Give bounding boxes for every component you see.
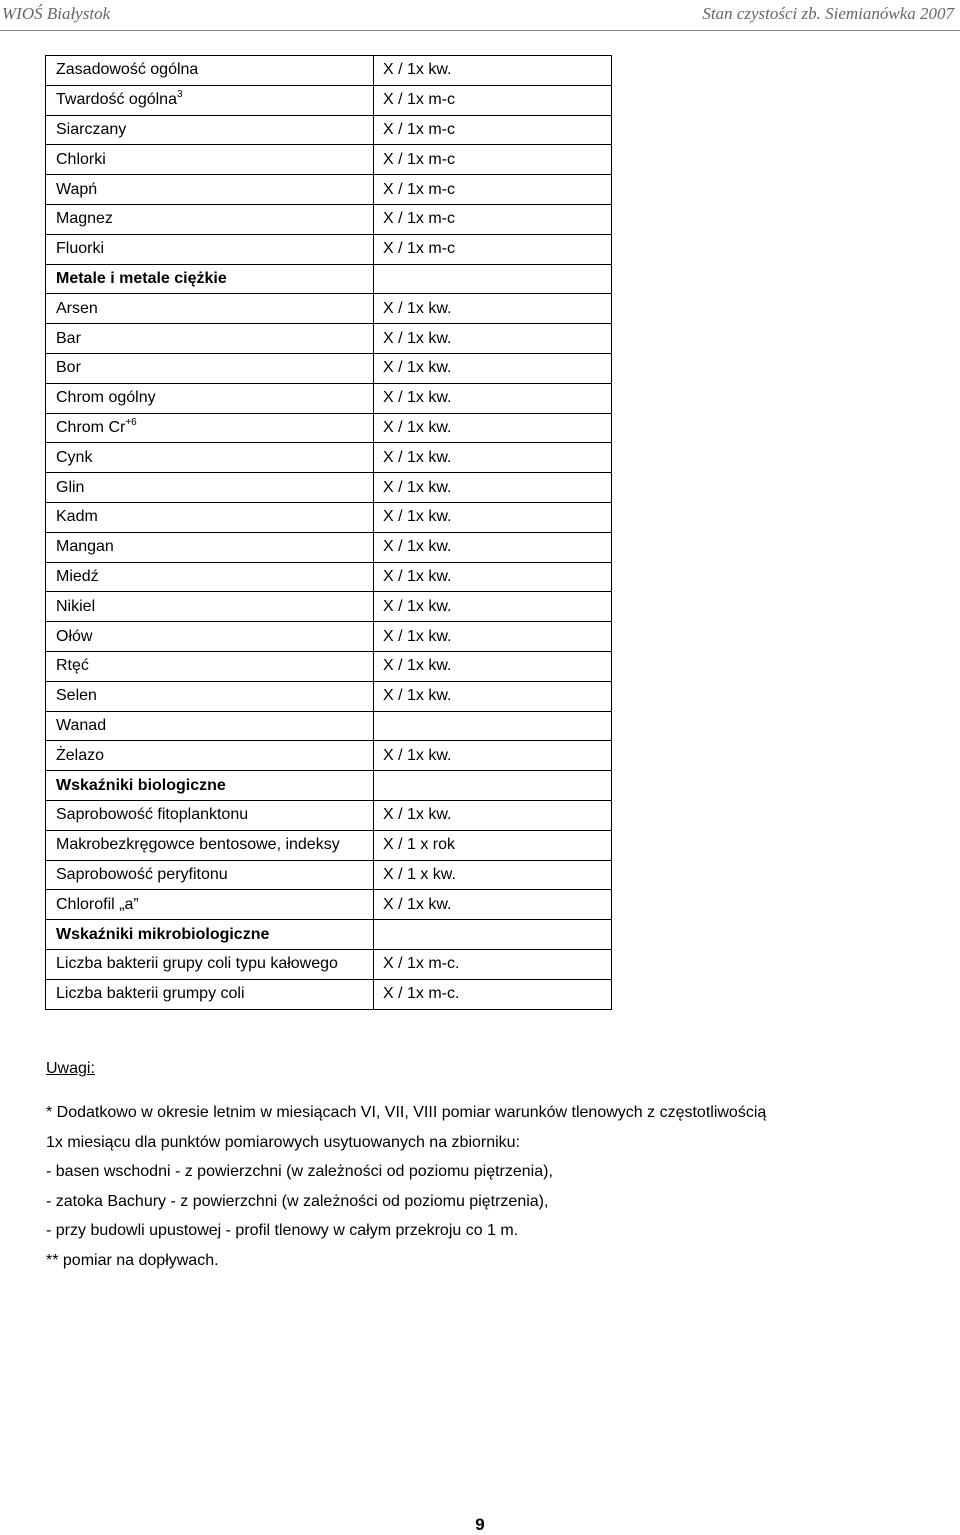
header-organization: WIOŚ Białystok <box>2 4 111 23</box>
parameter-cell <box>46 949 374 979</box>
frequency-cell: X / 1 x rok <box>374 830 612 860</box>
table-row <box>46 979 612 1009</box>
table-row <box>46 353 612 383</box>
frequency-cell: X / 1x m-c <box>374 145 612 175</box>
frequency-cell: X / 1 x kw. <box>374 860 612 890</box>
page-number: 9 <box>475 1515 485 1534</box>
parameter-label: Wanad <box>56 716 107 734</box>
table-row <box>46 413 612 443</box>
parameter-cell <box>46 353 374 383</box>
parameter-label: Miedź <box>56 567 99 585</box>
parameter-cell <box>46 85 374 115</box>
parameter-label: Nikiel <box>56 597 96 615</box>
frequency-cell: X / 1x kw. <box>374 56 612 86</box>
table-row <box>46 502 612 532</box>
table-row <box>46 860 612 890</box>
parameter-label: Kadm <box>56 508 98 526</box>
note-line: - basen wschodni - z powierzchni (w zależności od poziomu piętrzenia), <box>46 1163 553 1181</box>
parameter-label: Siarczany <box>56 120 127 138</box>
table-row <box>46 264 612 294</box>
parameter-cell <box>46 860 374 890</box>
parameter-label: Chrom Cr <box>56 418 126 436</box>
parameter-cell <box>46 502 374 532</box>
parameter-superscript: 3 <box>176 89 183 101</box>
table-row <box>46 473 612 503</box>
frequency-cell: X / 1x m-c <box>374 175 612 205</box>
parameter-label: Fluorki <box>56 240 105 258</box>
parameter-label: Chlorki <box>56 150 106 168</box>
parameter-label: Selen <box>56 687 97 705</box>
table-row <box>46 592 612 622</box>
parameter-label: Magnez <box>56 210 113 228</box>
parameter-cell <box>46 473 374 503</box>
parameter-label: Liczba bakterii grumpy coli <box>56 985 245 1003</box>
frequency-cell: X / 1x m-c <box>374 234 612 264</box>
table-row <box>46 532 612 562</box>
frequency-cell: X / 1x kw. <box>374 741 612 771</box>
table-row <box>46 949 612 979</box>
parameter-cell <box>46 294 374 324</box>
table-row <box>46 771 612 801</box>
parameter-cell <box>46 56 374 86</box>
table-row <box>46 741 612 771</box>
parameter-cell <box>46 115 374 145</box>
parameter-label: Metale i metale ciężkie <box>56 269 227 287</box>
frequency-cell: X / 1x m-c. <box>374 979 612 1009</box>
frequency-cell: X / 1x kw. <box>374 532 612 562</box>
parameter-cell <box>46 204 374 234</box>
table-row <box>46 85 612 115</box>
parameter-label: Saprobowość fitoplanktonu <box>56 806 249 824</box>
parameter-label: Bar <box>56 329 81 347</box>
frequency-cell: X / 1x kw. <box>374 592 612 622</box>
frequency-cell: X / 1x kw. <box>374 890 612 920</box>
frequency-cell: X / 1x kw. <box>374 473 612 503</box>
parameter-cell <box>46 562 374 592</box>
notes-heading: Uwagi: <box>46 1060 95 1077</box>
frequency-cell: X / 1x m-c <box>374 115 612 145</box>
table-row <box>46 204 612 234</box>
frequency-cell: X / 1x m-c. <box>374 949 612 979</box>
parameter-label: Zasadowość ogólna <box>56 61 199 79</box>
frequency-cell <box>374 711 612 741</box>
parameter-cell <box>46 145 374 175</box>
frequency-cell: X / 1x kw. <box>374 324 612 354</box>
table-row <box>46 145 612 175</box>
frequency-cell: X / 1x kw. <box>374 622 612 652</box>
frequency-cell: X / 1x kw. <box>374 383 612 413</box>
parameter-cell <box>46 681 374 711</box>
section-heading-cell <box>46 771 374 801</box>
parameter-label: Saprobowość peryfitonu <box>56 865 228 883</box>
table-row <box>46 294 612 324</box>
frequency-cell <box>374 920 612 950</box>
parameter-label: Żelazo <box>56 746 105 764</box>
parameter-cell <box>46 890 374 920</box>
notes-block <box>46 1098 766 1276</box>
parameter-cell <box>46 651 374 681</box>
table-row <box>46 234 612 264</box>
parameter-label: Bor <box>56 359 81 377</box>
parameter-cell <box>46 979 374 1009</box>
parameters-table-body <box>46 56 612 1010</box>
parameter-cell <box>46 413 374 443</box>
parameter-label: Wapń <box>56 180 98 198</box>
parameter-superscript: +6 <box>125 416 137 428</box>
parameter-label: Chrom ogólny <box>56 389 156 407</box>
parameter-cell <box>46 443 374 473</box>
table-row <box>46 830 612 860</box>
note-line: - przy budowli upustowej - profil tlenowy w całym przekroju co 1 m. <box>46 1222 519 1240</box>
frequency-cell: X / 1x kw. <box>374 562 612 592</box>
table-row <box>46 115 612 145</box>
table-row <box>46 711 612 741</box>
parameter-cell <box>46 383 374 413</box>
table-row <box>46 681 612 711</box>
table-row <box>46 562 612 592</box>
parameter-cell <box>46 532 374 562</box>
parameter-cell <box>46 800 374 830</box>
frequency-cell: X / 1x m-c <box>374 204 612 234</box>
table-row <box>46 56 612 86</box>
parameter-cell <box>46 830 374 860</box>
parameter-cell <box>46 234 374 264</box>
parameter-label: Liczba bakterii grupy coli typu kałowego <box>56 955 338 973</box>
frequency-cell: X / 1x kw. <box>374 294 612 324</box>
note-line: 1x miesiącu dla punktów pomiarowych usytuowanych na zbiorniku: <box>46 1133 521 1151</box>
parameter-cell <box>46 711 374 741</box>
frequency-cell: X / 1x kw. <box>374 681 612 711</box>
parameter-cell <box>46 175 374 205</box>
frequency-cell: X / 1x kw. <box>374 502 612 532</box>
frequency-cell: X / 1x kw. <box>374 413 612 443</box>
note-line: * Dodatkowo w okresie letnim w miesiącach VI, VII, VIII pomiar warunków tlenowych z częstotliwością <box>46 1104 767 1121</box>
parameter-label: Arsen <box>56 299 98 317</box>
parameter-label: Twardość ogólna <box>56 91 177 109</box>
section-heading-cell <box>46 920 374 950</box>
parameter-cell <box>46 592 374 622</box>
frequency-cell <box>374 771 612 801</box>
frequency-cell <box>374 264 612 294</box>
note-line: ** pomiar na dopływach. <box>46 1251 219 1269</box>
frequency-cell: X / 1x kw. <box>374 353 612 383</box>
page-header <box>0 0 960 31</box>
table-row <box>46 890 612 920</box>
parameter-label: Ołów <box>56 627 93 645</box>
parameter-label: Wskaźniki mikrobiologiczne <box>56 925 270 943</box>
parameter-label: Makrobezkręgowce bentosowe, indeksy <box>56 836 340 854</box>
parameter-cell <box>46 622 374 652</box>
parameter-label: Mangan <box>56 538 114 556</box>
parameter-label: Wskaźniki biologiczne <box>56 776 226 794</box>
table-row <box>46 383 612 413</box>
frequency-cell: X / 1x kw. <box>374 443 612 473</box>
frequency-cell: X / 1x kw. <box>374 651 612 681</box>
parameter-cell <box>46 741 374 771</box>
table-row <box>46 443 612 473</box>
frequency-cell: X / 1x kw. <box>374 800 612 830</box>
parameter-label: Rtęć <box>56 657 89 675</box>
parameter-label: Glin <box>56 478 85 496</box>
frequency-cell: X / 1x m-c <box>374 85 612 115</box>
parameter-label: Chlorofil „a” <box>56 895 139 913</box>
table-row <box>46 800 612 830</box>
note-line: - zatoka Bachury - z powierzchni (w zależności od poziomu piętrzenia), <box>46 1192 549 1210</box>
table-row <box>46 622 612 652</box>
table-row <box>46 920 612 950</box>
parameter-label: Cynk <box>56 448 93 466</box>
table-row <box>46 651 612 681</box>
table-row <box>46 324 612 354</box>
section-heading-cell <box>46 264 374 294</box>
header-report-title: Stan czystości zb. Siemianówka 2007 <box>702 4 954 23</box>
table-row <box>46 175 612 205</box>
parameter-cell <box>46 324 374 354</box>
parameters-table <box>45 55 612 1010</box>
